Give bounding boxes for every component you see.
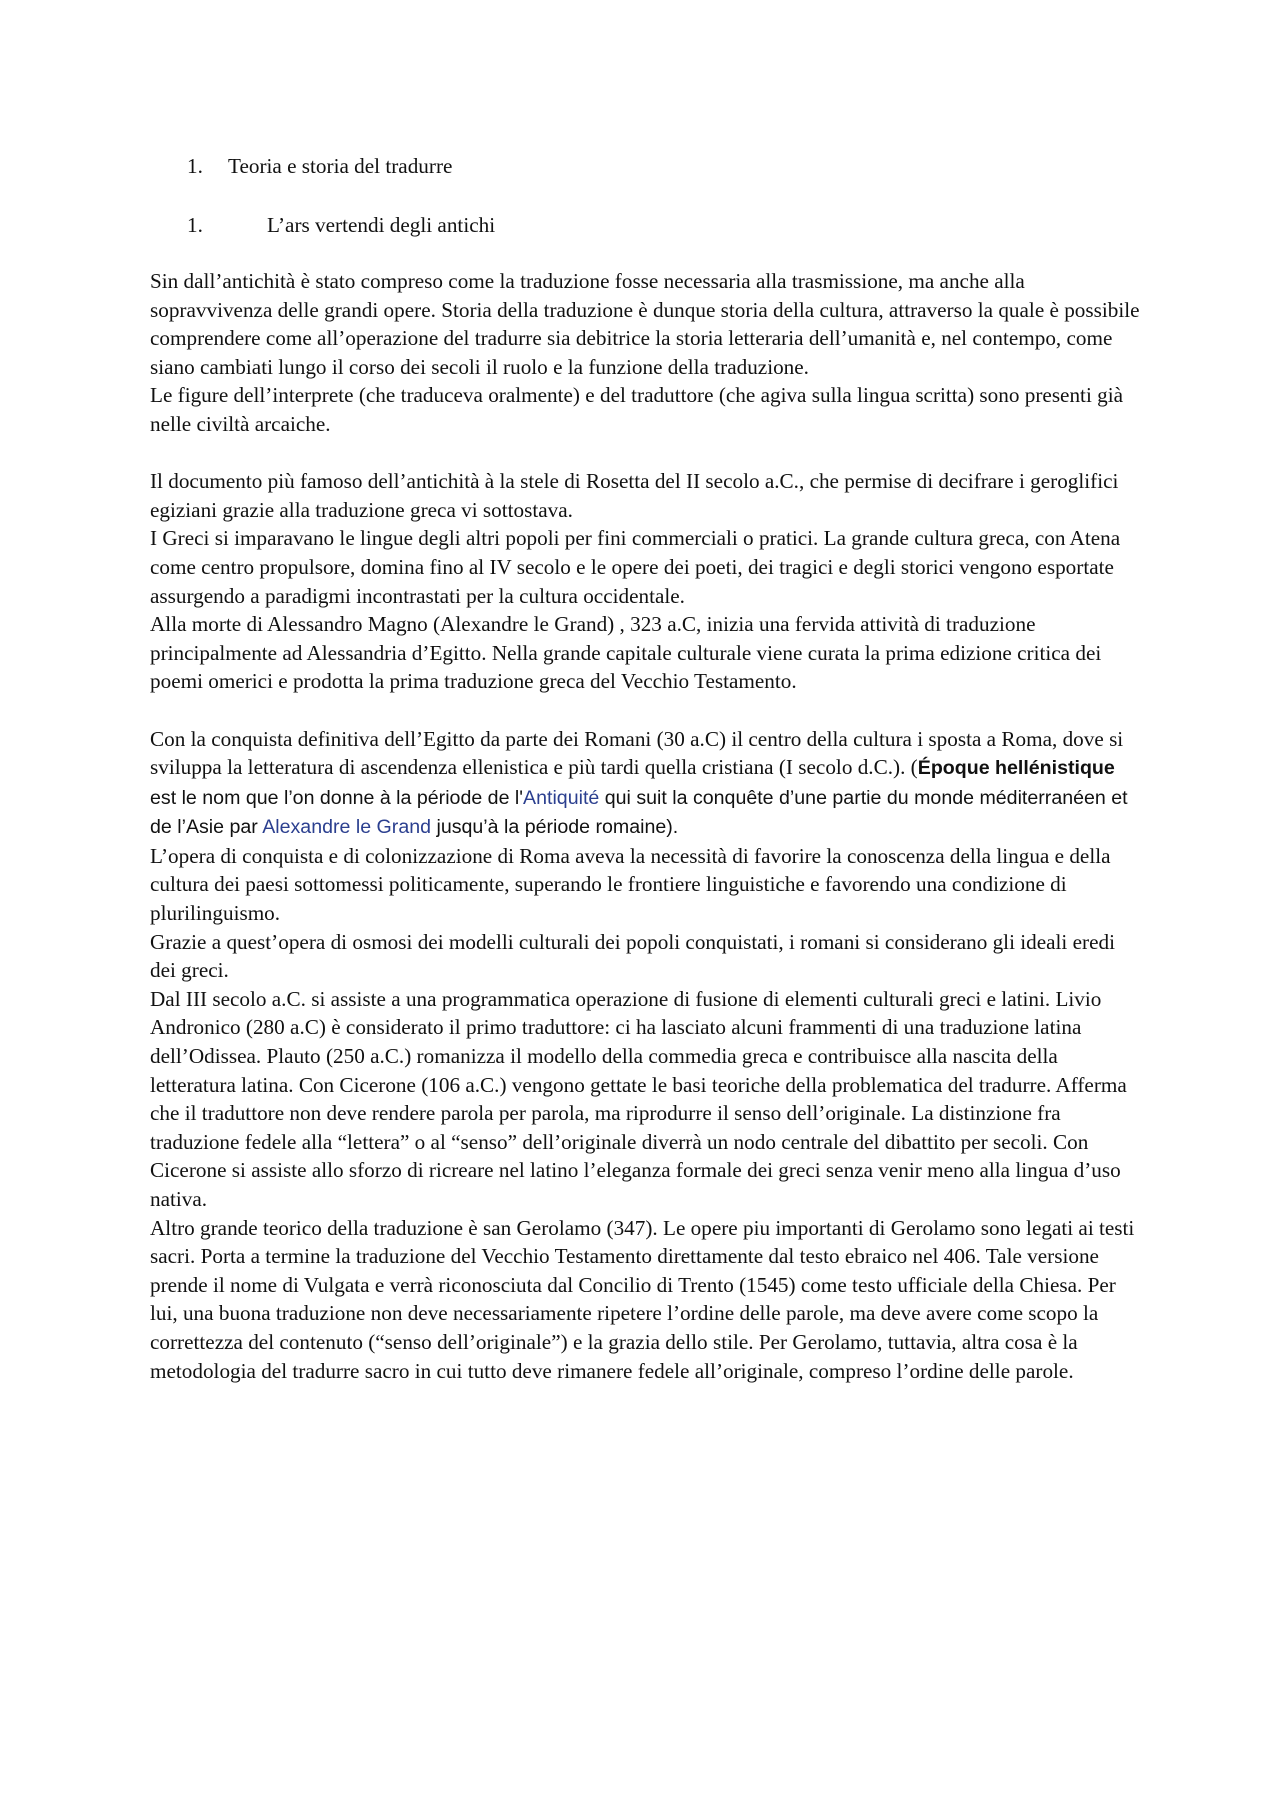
french-term-bold: Époque hellénistique [917,757,1115,780]
paragraph-4: I Greci si imparavano le lingue degli altri popoli per fini commerciali o pratici. La grande cultura greca, con Atena come centro propulsore, domina fino al IV secolo e le opere dei poeti, dei tragici e degli storici vengono esportate assurgendo a paradigmi incontrastati per la cultura occidentale. [150,526,1121,608]
link-antiquite[interactable]: Antiquité [523,786,600,809]
french-text: qui suit la conquête d’une partie du monde méditerranéen et de l’Asie par [150,786,1128,839]
paragraph-2: Le figure dell’interprete (che traduceva oralmente) e del traduttore (che agiva sulla lingua scritta) sono presenti già nelle civiltà arcaiche. [150,383,1124,436]
blank-line [150,439,1140,468]
paragraph-6 [150,725,1140,842]
heading-number: 1. [187,213,203,237]
heading-text: Teoria e storia del tradurre [228,154,453,178]
french-text: jusqu’à la période romaine). [431,816,679,839]
paragraph-1: Sin dall’antichità è stato compreso come la traduzione fosse necessaria alla trasmissione, ma anche alla sopravvivenza delle grandi opere. Storia della traduzione è dunque storia della cultura, attraverso la quale è possibile comprendere come all’operazione del tradurre sia debitrice la storia letteraria dell’umanità e, nel contempo, come siano cambiati lungo il corso dei secoli il ruolo e la funzione della traduzione. [150,269,1140,379]
paragraph-6-text: Con la conquista definitiva dell’Egitto da parte dei Romani (30 a.C) il centro della cultura i sposta a Roma, dove si sviluppa la letteratura di ascendenza ellenistica e più tardi quella cristiana (I secolo d.C.). ( [150,726,1124,780]
paragraph-3: Il documento più famoso dell’antichità à la stele di Rosetta del II secolo a.C., che permise di decifrare i geroglifici egiziani grazie alla traduzione greca vi sottostava. [150,469,1119,522]
body-text [150,267,1140,1385]
blank-line [150,696,1140,725]
paragraph-8: Grazie a quest’opera di osmosi dei modelli culturali dei popoli conquistati, i romani si considerano gli ideali eredi dei greci. [150,929,1115,983]
heading-number: 1. [187,154,203,178]
paragraph-9: Dal III secolo a.C. si assiste a una programmatica operazione di fusione di elementi culturali greci e latini. Livio Andronico (280 a.C) è considerato il primo traduttore: ci ha lasciato alcuni frammenti di una traduzione latina dell’Odissea. Plauto (250 a.C.) romanizza il modello della commedia greca e contribuisce alla nascita della letteratura latina. Con Cicerone (106 a.C.) vengono gettate le basi teoriche della problematica del tradurre. Afferma che il traduttore non deve rendere parola per parola, ma riprodurre il senso dell’originale. La distinzione fra traduzione fedele alla “lettera” o al “senso” dell’originale diverrà un nodo centrale del dibattito per secoli. Con Cicerone si assiste allo sforzo di ricreare nel latino l’eleganza formale dei greci senza venir meno alla lingua d’uso nativa. [150,986,1127,1211]
heading-text: L’ars vertendi degli antichi [267,213,496,237]
french-text: est le nom que l’on donne à la période de l' [150,786,524,809]
paragraph-5: Alla morte di Alessandro Magno (Alexandre le Grand) , 323 a.C, inizia una fervida attività di traduzione principalmente ad Alessandria d’Egitto. Nella grande capitale culturale viene curata la prima edizione critica dei poemi omerici e prodotta la prima traduzione greca del Vecchio Testamento. [150,612,1102,694]
paragraph-10: Altro grande teorico della traduzione è san Gerolamo (347). Le opere piu importanti di Gerolamo sono legati ai testi sacri. Porta a termine la traduzione del Vecchio Testamento direttamente dal testo ebraico nel 406. Tale versione prende il nome di Vulgata e verrà riconosciuta dal Concilio di Trento (1545) come testo ufficiale della Chiesa. Per lui, una buona traduzione non deve necessariamente ripetere l’ordine delle parole, ma deve avere come scopo la correttezza del contenuto (“senso dell’originale”) e la grazia dello stile. Per Gerolamo, tuttavia, altra cosa è la metodologia del tradurre sacro in cui tutto deve rimanere fedele all’originale, compreso l’ordine delle parole. [150,1215,1135,1383]
link-alexandre-le-grand[interactable]: Alexandre le Grand [262,816,432,839]
paragraph-7: L’opera di conquista e di colonizzazione di Roma aveva la necessità di favorire la conoscenza della lingua e della cultura dei paesi sottomessi politicamente, superando le frontiere linguistiche e favorendo una condizione di plurilinguismo. [150,843,1111,926]
